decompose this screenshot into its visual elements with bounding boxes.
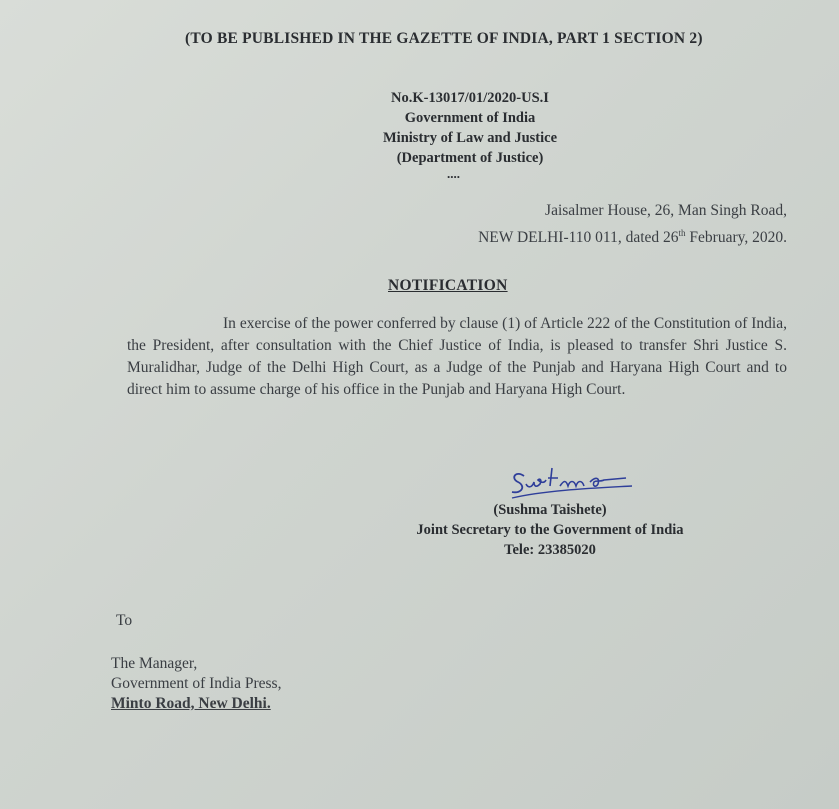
signatory-phone: Tele: 23385020 bbox=[504, 542, 596, 558]
notification-title: NOTIFICATION bbox=[388, 277, 508, 294]
office-address bbox=[478, 200, 787, 249]
handwritten-signature bbox=[506, 458, 636, 502]
recipient-line-2: Government of India Press, bbox=[111, 675, 282, 692]
government-name: Government of India bbox=[404, 110, 536, 126]
signatory-name: (Sushma Taishete) bbox=[493, 502, 607, 518]
recipient-line-1: The Manager, bbox=[111, 655, 198, 672]
separator-dots: .... bbox=[447, 166, 460, 181]
to-label: To bbox=[116, 612, 133, 629]
signatory-designation: Joint Secretary to the Government of India bbox=[416, 522, 684, 538]
address-line-2: NEW DELHI-110 011, dated 26th February, 2020. bbox=[478, 228, 787, 247]
signatory-block bbox=[380, 500, 720, 560]
recipient-address bbox=[111, 654, 281, 714]
address-line-1: Jaisalmer House, 26, Man Singh Road, bbox=[545, 202, 787, 219]
file-number: No.K-13017/01/2020-US.I bbox=[391, 90, 549, 106]
document-header bbox=[300, 88, 640, 168]
recipient-line-3: Minto Road, New Delhi. bbox=[111, 695, 271, 712]
gazette-heading: (TO BE PUBLISHED IN THE GAZETTE OF INDIA, PART 1 SECTION 2) bbox=[185, 30, 703, 47]
department-name: (Department of Justice) bbox=[396, 150, 544, 166]
ministry-name: Ministry of Law and Justice bbox=[383, 130, 557, 146]
notification-body: In exercise of the power conferred by clause (1) of Article 222 of the Constitution of India, the President, after consultation with the Chief Justice of India, is pleased to transfer Shri Justice S. Muralidhar, Judge of the Delhi High Court, as a Judge of the Punjab and Haryana High Court and to direct him to assume charge of his office in the Punjab and Haryana High Court. bbox=[127, 315, 787, 398]
